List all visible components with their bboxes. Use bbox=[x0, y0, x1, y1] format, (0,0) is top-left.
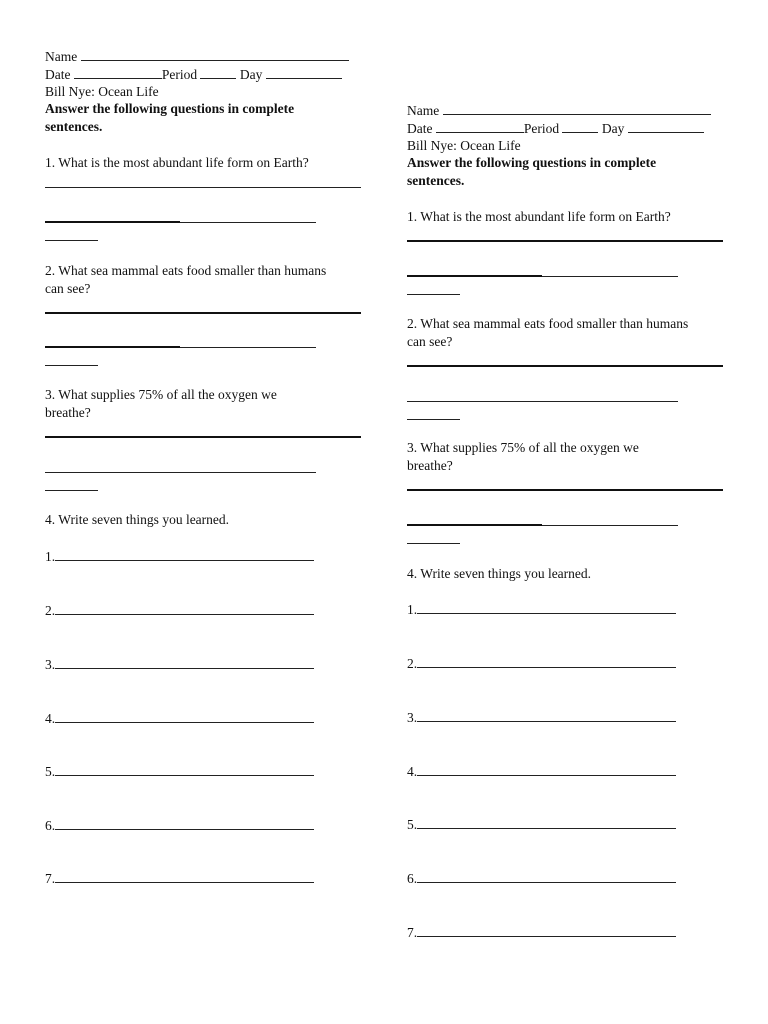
date-row bbox=[45, 66, 342, 83]
item-number: 3. bbox=[45, 657, 56, 672]
learned-field[interactable] bbox=[417, 816, 676, 829]
item-number: 4. bbox=[45, 711, 56, 726]
question-4: 4. Write seven things you learned. bbox=[45, 512, 230, 527]
answer-line[interactable] bbox=[180, 347, 316, 348]
learned-item-3 bbox=[407, 709, 676, 726]
answer-line[interactable] bbox=[542, 276, 678, 277]
period-label: Period bbox=[161, 67, 198, 82]
item-number: 1. bbox=[407, 602, 418, 617]
name-label: Name bbox=[407, 103, 440, 118]
learned-field[interactable] bbox=[55, 870, 314, 883]
name-field[interactable] bbox=[81, 48, 349, 61]
name-field[interactable] bbox=[443, 102, 711, 115]
learned-item-2 bbox=[407, 655, 676, 672]
learned-item-1 bbox=[407, 601, 676, 618]
learned-item-4 bbox=[45, 710, 314, 727]
item-number: 2. bbox=[45, 603, 56, 618]
learned-field[interactable] bbox=[417, 924, 676, 937]
day-field[interactable] bbox=[628, 120, 704, 133]
item-number: 6. bbox=[45, 818, 56, 833]
instructions: Answer the following questions in complete sentences. bbox=[407, 155, 657, 188]
learned-field[interactable] bbox=[55, 817, 314, 830]
date-field[interactable] bbox=[436, 120, 524, 133]
learned-item-6 bbox=[45, 817, 314, 834]
item-number: 3. bbox=[407, 710, 418, 725]
answer-line[interactable] bbox=[407, 524, 542, 526]
item-number: 6. bbox=[407, 871, 418, 886]
date-label: Date bbox=[45, 67, 71, 82]
instructions: Answer the following questions in complete sentences. bbox=[45, 101, 295, 134]
name-row bbox=[407, 102, 711, 119]
answer-line[interactable] bbox=[407, 489, 723, 491]
day-field[interactable] bbox=[266, 66, 342, 79]
learned-item-7 bbox=[45, 870, 314, 887]
name-label: Name bbox=[45, 49, 78, 64]
period-field[interactable] bbox=[562, 120, 598, 133]
question-2: 2. What sea mammal eats food smaller than humans can see? bbox=[45, 263, 327, 296]
answer-line[interactable] bbox=[45, 346, 180, 348]
answer-line[interactable] bbox=[407, 419, 460, 420]
item-number: 7. bbox=[407, 925, 418, 940]
answer-line[interactable] bbox=[180, 222, 316, 223]
learned-field[interactable] bbox=[55, 710, 314, 723]
question-2: 2. What sea mammal eats food smaller than humans can see? bbox=[407, 316, 689, 349]
worksheet-title: Bill Nye: Ocean Life bbox=[407, 138, 521, 153]
learned-item-7 bbox=[407, 924, 676, 941]
period-label: Period bbox=[523, 121, 560, 136]
answer-line[interactable] bbox=[407, 365, 723, 367]
item-number: 4. bbox=[407, 764, 418, 779]
learned-field[interactable] bbox=[417, 655, 676, 668]
day-label: Day bbox=[601, 121, 625, 136]
period-field[interactable] bbox=[200, 66, 236, 79]
learned-item-3 bbox=[45, 656, 314, 673]
answer-line[interactable] bbox=[407, 543, 460, 544]
learned-item-6 bbox=[407, 870, 676, 887]
worksheet-title: Bill Nye: Ocean Life bbox=[45, 84, 159, 99]
item-number: 1. bbox=[45, 549, 56, 564]
item-number: 5. bbox=[407, 817, 418, 832]
learned-field[interactable] bbox=[417, 870, 676, 883]
answer-line[interactable] bbox=[407, 294, 460, 295]
answer-line[interactable] bbox=[45, 472, 316, 473]
answer-line[interactable] bbox=[542, 525, 678, 526]
answer-line[interactable] bbox=[45, 312, 361, 314]
learned-field[interactable] bbox=[417, 601, 676, 614]
day-label: Day bbox=[239, 67, 263, 82]
question-3: 3. What supplies 75% of all the oxygen we breathe? bbox=[407, 440, 639, 473]
learned-field[interactable] bbox=[417, 763, 676, 776]
answer-line[interactable] bbox=[45, 187, 361, 188]
answer-line[interactable] bbox=[45, 490, 98, 491]
learned-item-5 bbox=[45, 763, 314, 780]
item-number: 5. bbox=[45, 764, 56, 779]
name-row bbox=[45, 48, 349, 65]
learned-item-2 bbox=[45, 602, 314, 619]
question-1: 1. What is the most abundant life form on Earth? bbox=[45, 155, 309, 170]
date-field[interactable] bbox=[74, 66, 162, 79]
answer-line[interactable] bbox=[45, 365, 98, 366]
learned-item-1 bbox=[45, 548, 314, 565]
learned-field[interactable] bbox=[55, 763, 314, 776]
question-4: 4. Write seven things you learned. bbox=[407, 566, 592, 581]
learned-field[interactable] bbox=[55, 656, 314, 669]
answer-line[interactable] bbox=[45, 436, 361, 438]
question-3: 3. What supplies 75% of all the oxygen we breathe? bbox=[45, 387, 277, 420]
answer-line[interactable] bbox=[45, 221, 180, 223]
item-number: 2. bbox=[407, 656, 418, 671]
learned-item-5 bbox=[407, 816, 676, 833]
answer-line[interactable] bbox=[407, 240, 723, 242]
question-1: 1. What is the most abundant life form on Earth? bbox=[407, 209, 671, 224]
answer-line[interactable] bbox=[407, 401, 678, 402]
learned-field[interactable] bbox=[55, 548, 314, 561]
learned-field[interactable] bbox=[417, 709, 676, 722]
learned-field[interactable] bbox=[55, 602, 314, 615]
learned-item-4 bbox=[407, 763, 676, 780]
date-label: Date bbox=[407, 121, 433, 136]
date-row bbox=[407, 120, 704, 137]
answer-line[interactable] bbox=[407, 275, 542, 277]
item-number: 7. bbox=[45, 871, 56, 886]
answer-line[interactable] bbox=[45, 240, 98, 241]
